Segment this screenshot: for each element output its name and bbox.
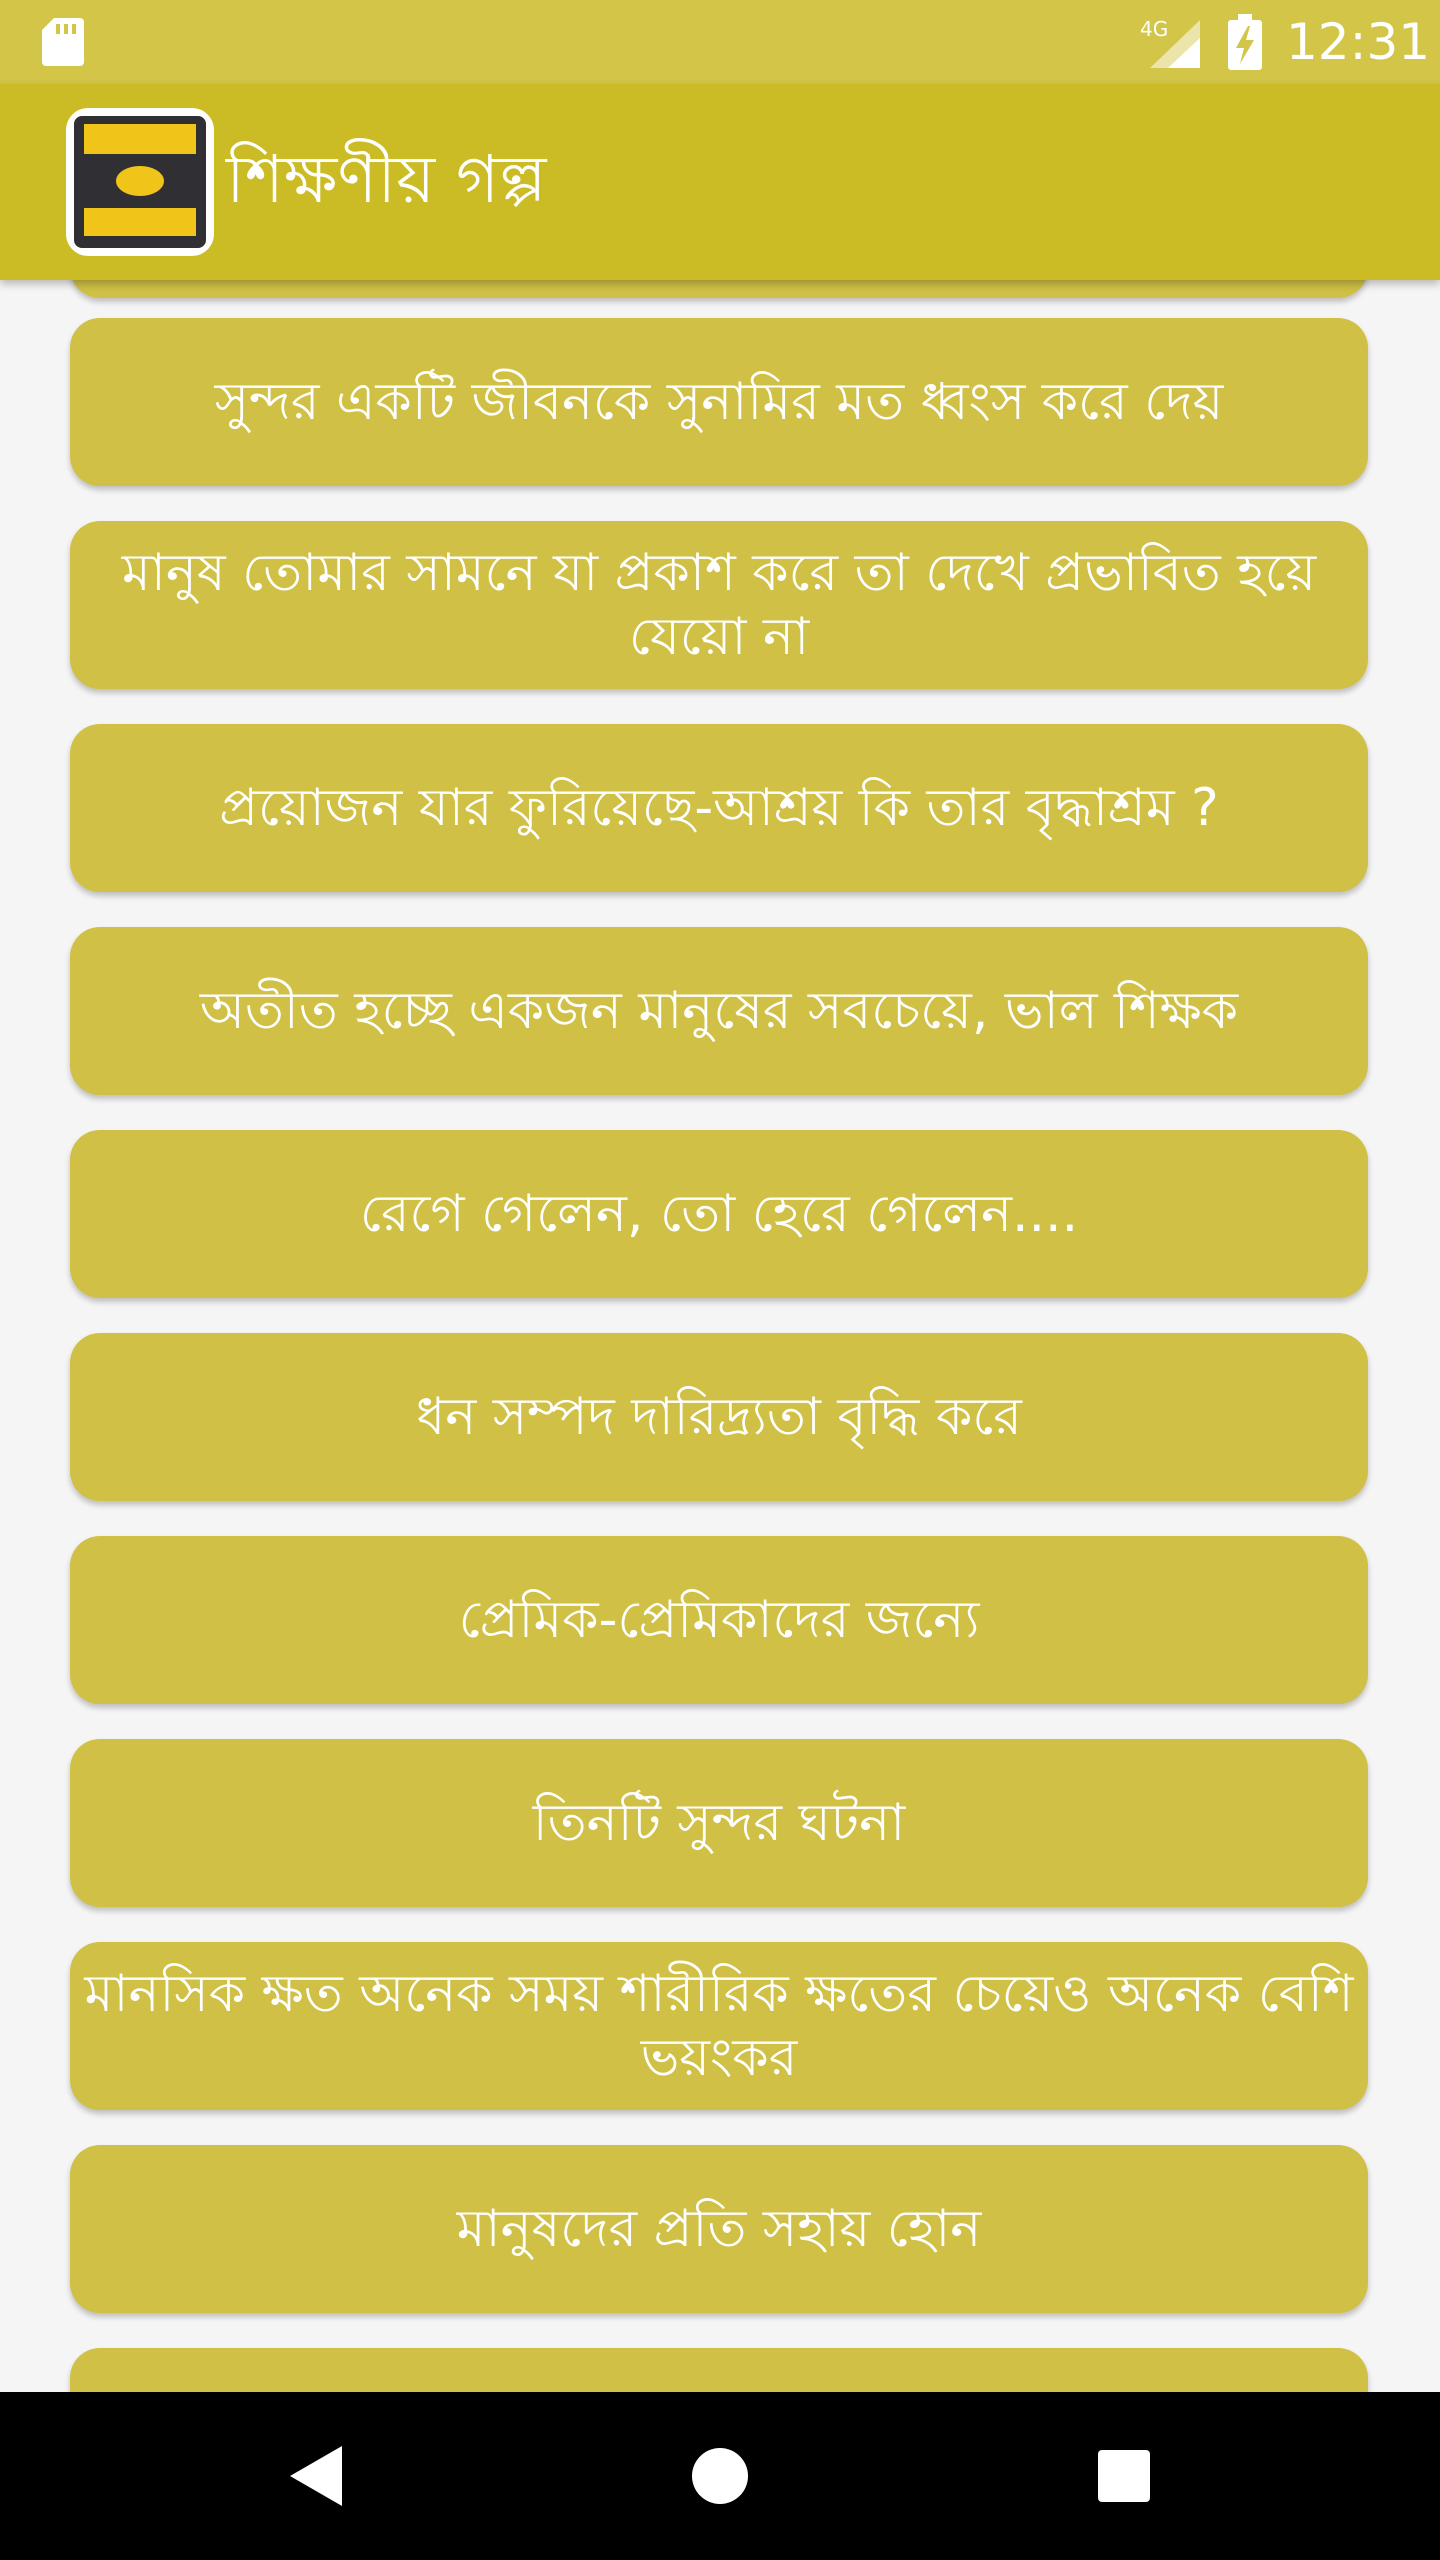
navigation-bar <box>0 2392 1440 2560</box>
list-item-label: মানুষদের প্রতি সহায় হোন <box>456 2199 982 2259</box>
list-item[interactable] <box>70 1536 1368 1704</box>
app-bar <box>0 84 1440 280</box>
list-item-label: মানসিক ক্ষত অনেক সময় শারীরিক ক্ষতের চেয়েও অনেক বেশি ভয়ংকর <box>84 1964 1354 2088</box>
list-item[interactable] <box>70 1333 1368 1501</box>
list-item-label: ধন সম্পদ দারিদ্র্যতা বৃদ্ধি করে <box>416 1387 1022 1447</box>
list-item[interactable] <box>70 1942 1368 2110</box>
list-item[interactable] <box>70 1739 1368 1907</box>
home-icon[interactable] <box>670 2426 770 2526</box>
list-item-label: সুন্দর একটি জীবনকে সুনামির মত ধ্বংস করে দেয় <box>214 372 1224 432</box>
signal-icon <box>1138 16 1200 68</box>
story-list[interactable] <box>0 280 1440 2392</box>
logo-band-bottom <box>84 208 196 236</box>
list-item[interactable] <box>70 1130 1368 1298</box>
list-item[interactable] <box>70 2145 1368 2313</box>
back-icon[interactable] <box>266 2426 366 2526</box>
status-time: 12:31 <box>1286 13 1431 71</box>
list-item-label: মানুষ তোমার সামনে যা প্রকাশ করে তা দেখে প্রভাবিত হয়ে যেয়ো না <box>121 543 1317 667</box>
list-item-label: প্রেমিক-প্রেমিকাদের জন্যে <box>458 1590 980 1650</box>
logo-oval <box>116 166 164 196</box>
network-type-label: 4G <box>1140 17 1169 41</box>
list-item[interactable] <box>70 521 1368 689</box>
sd-card-icon <box>42 18 84 66</box>
list-item-label: প্রয়োজন যার ফুরিয়েছে-আশ্রয় কি তার বৃদ্ধাশ্রম ? <box>219 778 1219 838</box>
logo-band-top <box>84 124 196 154</box>
status-bar <box>0 0 1440 84</box>
list-item[interactable] <box>70 318 1368 486</box>
battery-charging-icon <box>1224 14 1266 70</box>
recents-icon[interactable] <box>1074 2426 1174 2526</box>
list-item-label: অতীত হচ্ছে একজন মানুষের সবচেয়ে, ভাল শিক্ষক <box>199 981 1239 1041</box>
app-title: শিক্ষণীয় গল্প <box>226 141 547 218</box>
book-cover <box>74 116 206 248</box>
app-logo-book-icon <box>66 108 214 256</box>
list-item[interactable] <box>70 724 1368 892</box>
list-item-label: রেগে গেলেন, তো হেরে গেলেন.... <box>359 1184 1079 1244</box>
list-item-label: তিনটি সুন্দর ঘটনা <box>532 1793 906 1853</box>
list-item[interactable] <box>70 927 1368 1095</box>
